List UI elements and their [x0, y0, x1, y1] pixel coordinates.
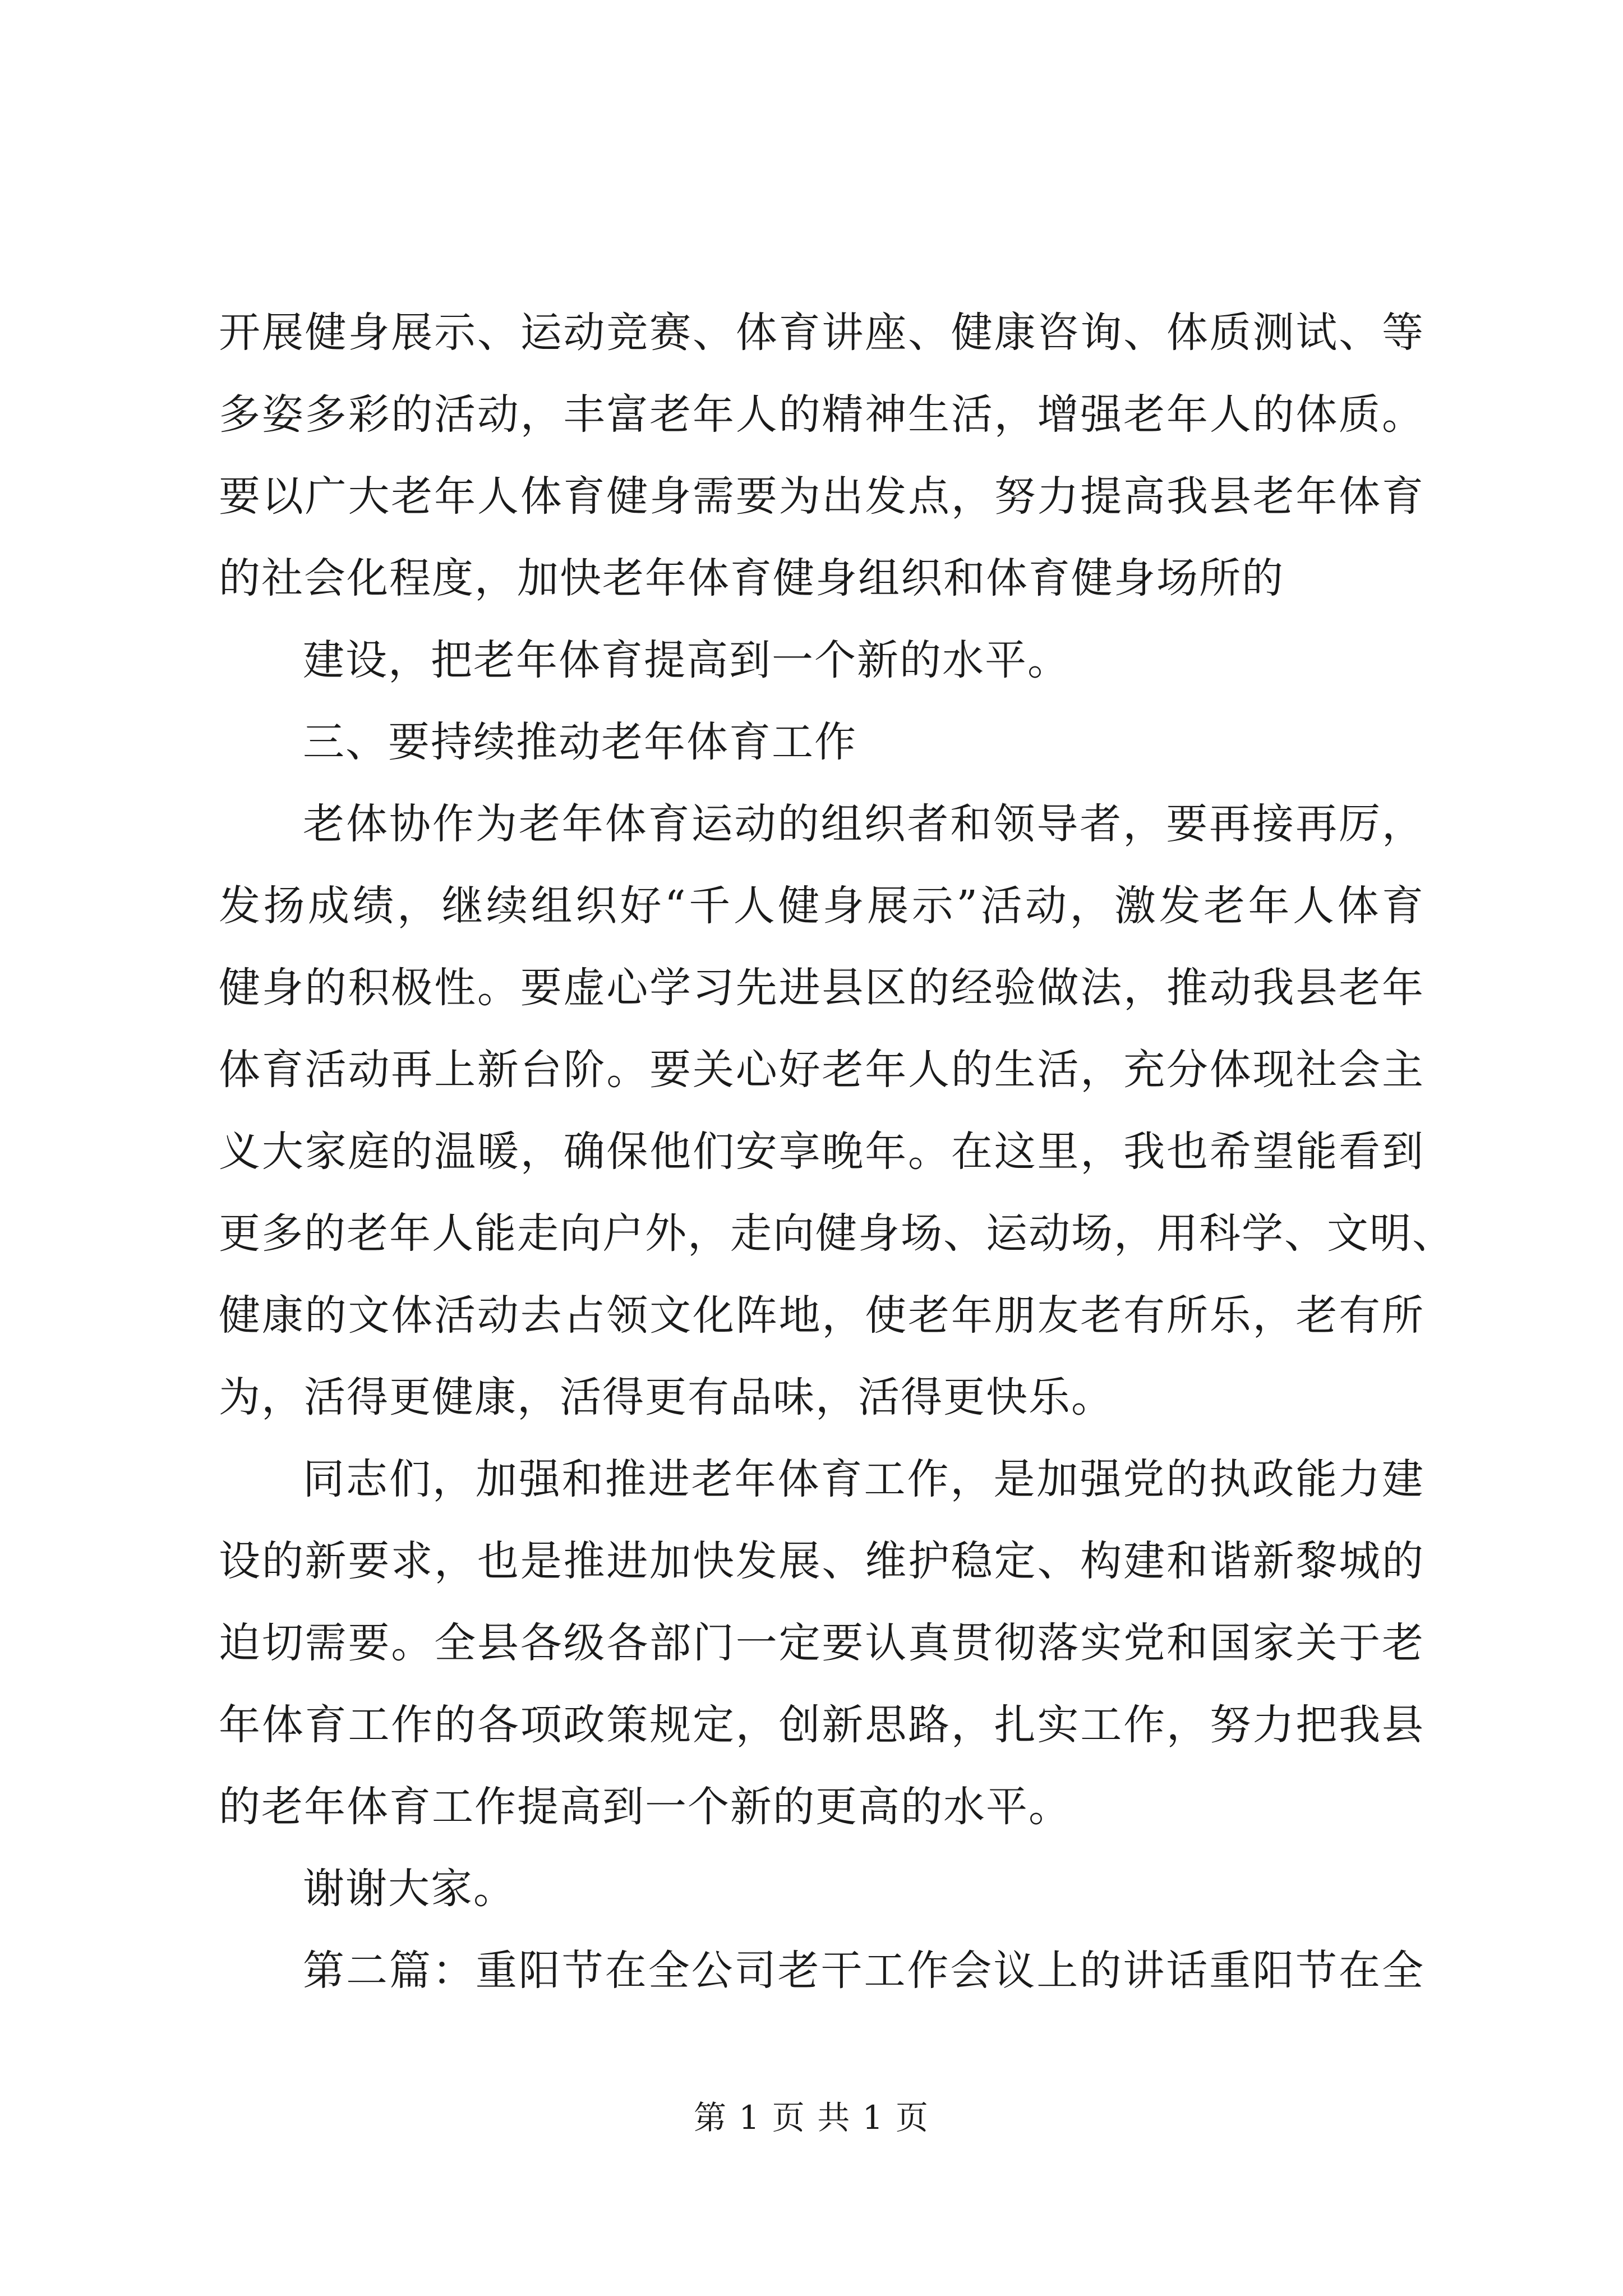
text-line: 为，活得更健康，活得更有品味，活得更快乐。 — [219, 1373, 1114, 1421]
text-line: 开展健身展示、运动竞赛、体育讲座、健康咨询、体质测试、等 — [219, 309, 1424, 357]
section-heading: 三、要持续推动老年体育工作 — [303, 718, 857, 766]
text-line: 更多的老年人能走向户外，走向健身场、运动场，用科学、文明、 — [219, 1209, 1455, 1258]
text-line: 同志们，加强和推进老年体育工作，是加强党的执政能力建 — [303, 1455, 1424, 1503]
text-line: 老体协作为老年体育运动的组织者和领导者，要再接再厉， — [303, 800, 1424, 848]
document-body — [219, 292, 1455, 2012]
text-line: 年体育工作的各项政策规定，创新思路，扎实工作，努力把我县 — [219, 1701, 1424, 1749]
text-line: 多姿多彩的活动，丰富老年人的精神生活，增强老年人的体质。 — [219, 390, 1424, 439]
text-line: 的社会化程度，加快老年体育健身组织和体育健身场所的 — [219, 554, 1284, 602]
text-line: 谢谢大家。 — [303, 1865, 516, 1913]
text-line: 设的新要求，也是推进加快发展、维护稳定、构建和谐新黎城的 — [219, 1537, 1424, 1585]
text-line: 健康的文体活动去占领文化阵地，使老年朋友老有所乐，老有所 — [219, 1291, 1424, 1340]
text-line: 发扬成绩，继续组织好“千人健身展示”活动，激发老年人体育 — [219, 882, 1424, 930]
text-line: 迫切需要。全县各级各部门一定要认真贯彻落实党和国家关于老 — [219, 1619, 1424, 1667]
text-line: 第二篇：重阳节在全公司老干工作会议上的讲话重阳节在全 — [303, 1947, 1424, 1995]
text-line: 义大家庭的温暖，确保他们安享晚年。在这里，我也希望能看到 — [219, 1128, 1424, 1176]
text-line: 健身的积极性。要虚心学习先进县区的经验做法，推动我县老年 — [219, 964, 1424, 1012]
text-line: 体育活动再上新台阶。要关心好老年人的生活，充分体现社会主 — [219, 1046, 1424, 1094]
text-line: 建设，把老年体育提高到一个新的水平。 — [303, 636, 1070, 684]
page-number-footer: 第 1 页 共 1 页 — [694, 2099, 929, 2137]
text-line: 的老年体育工作提高到一个新的更高的水平。 — [219, 1783, 1071, 1831]
text-line: 要以广大老年人体育健身需要为出发点，努力提高我县老年体育 — [219, 472, 1424, 521]
